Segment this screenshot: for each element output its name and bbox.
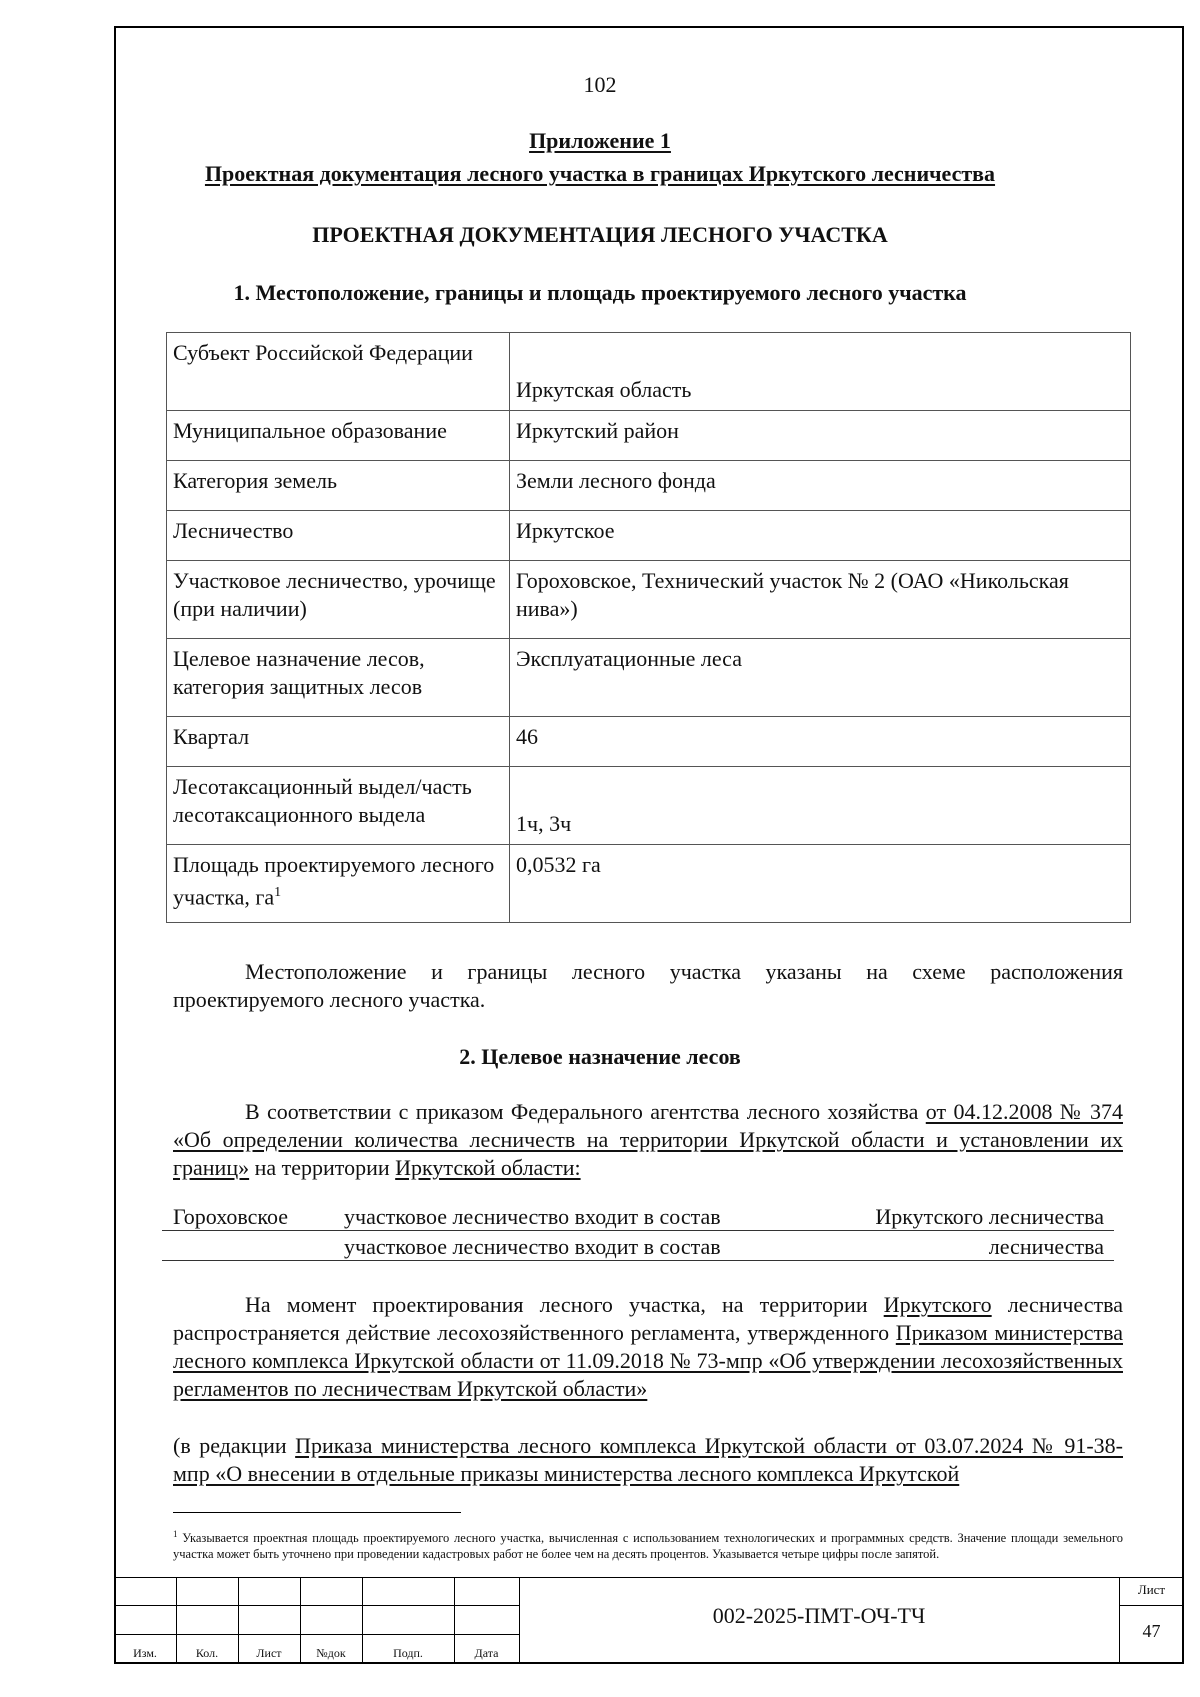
sheet-number: 47 xyxy=(1142,1621,1161,1641)
forestry-name: Иркутского лесничества xyxy=(875,1204,1104,1229)
row-value: Гороховское, Технический участок № 2 (ОАО «Никольская нива») xyxy=(510,561,1131,639)
footnote: $^1$ Указывается проектная площадь проектируемого лесного участка, вычисленная с использованием технологических и программных средств. Значение площади земельного участка может быть уточнено при проведении кадастровых работ не более чем на десять процентов. Указывается четыре цифры после запятой. xyxy=(173,1529,1123,1562)
row-value: 0,0532 га xyxy=(510,845,1131,923)
table-row xyxy=(167,333,1131,411)
section2-title: 2. Целевое назначение лесов xyxy=(459,1044,741,1069)
table-row xyxy=(167,717,1131,767)
row-label: Площадь проектируемого лесного участка, $га^1$ xyxy=(167,845,510,923)
row-label: Участковое лесничество, урочище (при наличии) xyxy=(167,561,510,639)
location-note: Местоположение и границы лесного участка указаны на схеме расположения проектируемого лесного участка. xyxy=(173,959,1123,1012)
col-sheet: Лист xyxy=(256,1646,282,1660)
location-table xyxy=(166,332,1131,923)
forestry-row-1 xyxy=(162,1204,1114,1231)
document-code: 002-2025-ПМТ-ОЧ-ТЧ xyxy=(712,1603,926,1628)
row-label: Целевое назначение лесов, категория защитных лесов xyxy=(167,639,510,717)
regulation-link[interactable]: Приказом министерства лесного комплекса Иркутской области от 11.09.2018 № 73-мпр «Об утверждении лесохозяйственных регламентов по лесничествам Иркутской области» xyxy=(173,1320,1123,1401)
col-count: Кол. xyxy=(195,1646,219,1660)
row-middle: участковое лесничество входит в состав xyxy=(344,1204,721,1229)
order-link[interactable]: от 04.12.2008 № 374 «Об определении количества лесничеств на территории Иркутской области и установлении их границ» xyxy=(173,1099,1123,1180)
forestry-name: лесничества xyxy=(988,1234,1104,1259)
page-number: 102 xyxy=(583,72,617,97)
table-row xyxy=(167,461,1131,511)
table-row xyxy=(167,767,1131,845)
row-label: Муниципальное образование xyxy=(167,411,510,461)
table-row xyxy=(167,639,1131,717)
footnote-mark: 1 xyxy=(274,885,282,900)
footnote-separator xyxy=(173,1512,461,1513)
row-value: Иркутский район xyxy=(510,411,1131,461)
row-value: Земли лесного фонда xyxy=(510,461,1131,511)
table-row xyxy=(167,845,1131,923)
title-block xyxy=(114,1577,1184,1664)
col-change: Изм. xyxy=(133,1646,157,1660)
sheet-label: Лист xyxy=(1137,1582,1166,1597)
forestry-link[interactable]: Иркутского xyxy=(883,1292,992,1317)
table-row xyxy=(167,511,1131,561)
table-row xyxy=(167,561,1131,639)
row-label: Квартал xyxy=(167,717,510,767)
footnote-number: 1 xyxy=(173,1529,178,1539)
row-label: Субъект Российской Федерации xyxy=(167,333,510,411)
regulation-paragraph: На момент проектирования лесного участка, на территории Иркутского лесничества распространяется действие лесохозяйственного регламента, утвержденного Приказом министерства лесного комплекса Иркутской области от 11.09.2018 № 73-мпр «Об утверждении лесохозяйственных регламентов по лесничествам Иркутской области» xyxy=(173,1292,1123,1401)
region-link[interactable]: Иркутской области: xyxy=(395,1155,581,1180)
district-name: Гороховское xyxy=(173,1204,289,1229)
col-doc-no: №док xyxy=(316,1646,346,1660)
main-title: ПРОЕКТНАЯ ДОКУМЕНТАЦИЯ ЛЕСНОГО УЧАСТКА xyxy=(312,222,888,247)
revision-link[interactable]: Приказа министерства лесного комплекса Иркутской области от 03.07.2024 № 91-38-мпр «О внесении в отдельные приказы министерства лесного комплекса Иркутской xyxy=(173,1433,1123,1486)
row-value: Иркутская область xyxy=(510,333,1131,411)
forestry-row-2 xyxy=(162,1234,1114,1261)
appendix-title: Приложение 1 xyxy=(529,128,671,153)
revision-paragraph: (в редакции Приказа министерства лесного комплекса Иркутской области от 03.07.2024 № 91-38-мпр «О внесении в отдельные приказы министерства лесного комплекса Иркутской xyxy=(173,1433,1123,1486)
row-value: 1ч, 3ч xyxy=(510,767,1131,845)
order-paragraph: В соответствии с приказом Федерального агентства лесного хозяйства от 04.12.2008 № 374 «Об определении количества лесничеств на территории Иркутской области и установлении их границ» на территории Иркутской области: xyxy=(173,1099,1123,1180)
row-label: Лесничество xyxy=(167,511,510,561)
appendix-subtitle: Проектная документация лесного участка в границах Иркутского лесничества xyxy=(204,161,996,186)
row-value: Иркутское xyxy=(510,511,1131,561)
row-value: Эксплуатационные леса xyxy=(510,639,1131,717)
col-signature: Подп. xyxy=(393,1646,423,1660)
row-value: 46 xyxy=(510,717,1131,767)
col-date: Дата xyxy=(474,1646,499,1660)
section1-title: 1. Местоположение, границы и площадь проектируемого лесного участка xyxy=(233,280,967,305)
table-row xyxy=(167,411,1131,461)
row-label: Категория земель xyxy=(167,461,510,511)
row-middle: участковое лесничество входит в состав xyxy=(344,1234,721,1259)
row-label: Лесотаксационный выдел/часть лесотаксационного выдела xyxy=(167,767,510,845)
